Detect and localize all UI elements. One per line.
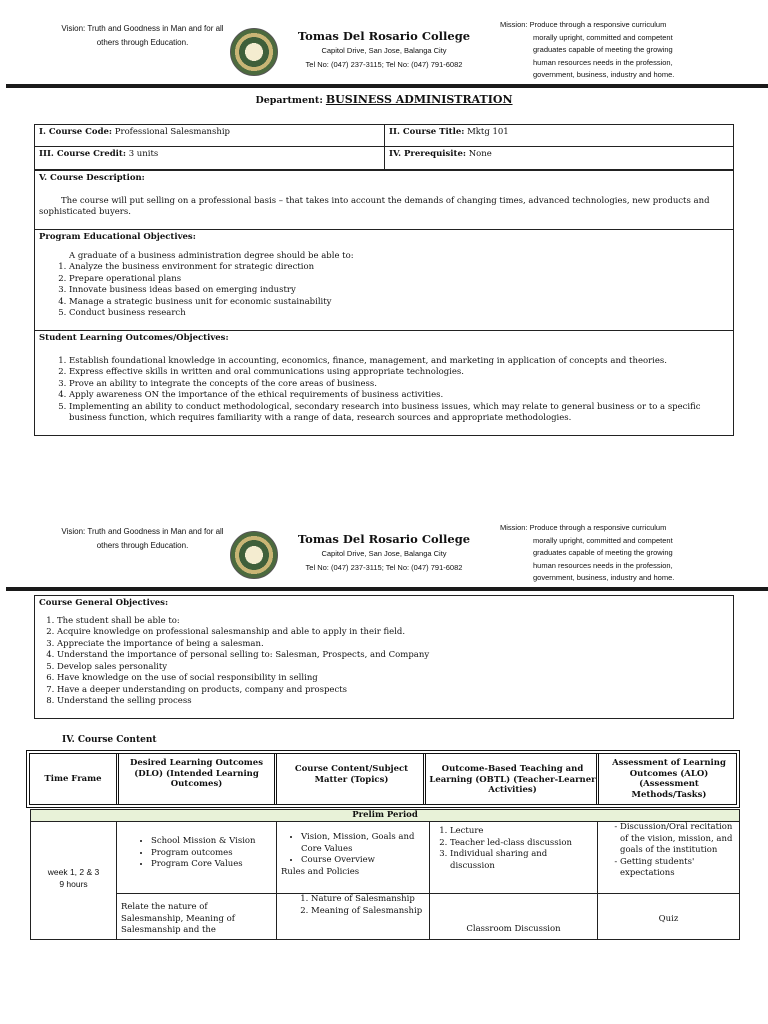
header-rule [6,587,768,591]
course-credit-cell: III. Course Credit: 3 units [35,147,385,169]
list-item: 6. Have knowledge on the use of social responsibility in selling [57,673,729,685]
list-item: 5. Develop sales personality [57,662,729,674]
dlo-cell [116,822,277,894]
obtl-cell: Classroom Discussion [429,893,598,940]
course-info-table [34,124,734,170]
time-frame-weeks: week 1, 2 & 3 [47,867,100,877]
college-name: Tomas Del Rosario College [297,532,471,546]
course-content-heading: IV. Course Content [62,735,157,745]
dlo-cell: Relate the nature of Salesmanship, Meaning of Salesmanship and the [116,893,277,940]
list-item: 3. Prove an ability to integrate the concepts of the core areas of business. [69,379,729,391]
course-title-cell: II. Course Title: Mktg 101 [385,125,733,147]
list-item: - Discussion/Oral recitation of the vision, mission, and goals of the institution [620,822,735,857]
college-address: Capitol Drive, San Jose, Balanga City Tel No: (047) 237-3115; Tel No: (047) 791-6082 [305,46,463,69]
list-item: • School Mission & Vision [151,836,272,848]
list-item: 2. Express effective skills in written and oral communications using appropriate technologies. [69,367,729,379]
vision-statement: Vision: Truth and Goodness in Man and for all others through Education. [61,527,224,550]
vision-statement: Vision: Truth and Goodness in Man and for all others through Education. [61,24,224,47]
header-alo: Assessment of Learning Outcomes (ALO) (Assessment Methods/Tasks) [612,758,726,800]
list-item: 8. Understand the selling process [57,696,729,708]
list-item: 1. Establish foundational knowledge in accounting, economics, finance, management, and marketing in application of concepts and theories. [69,356,729,368]
obtl-cell [429,822,598,894]
list-item: 2. Prepare operational plans [69,274,729,286]
alo-cell: Quiz [597,893,740,940]
list-item: 2. Meaning of Salesmanship [311,906,425,918]
header-rule [6,84,768,88]
list-item: • Program outcomes [151,848,272,860]
list-item: 4. Apply awareness ON the importance of the ethical requirements of business activities. [69,390,729,402]
list-item: 3. Individual sharing and discussion [450,849,593,872]
course-description: V. Course Description: The course will put selling on a professional basis – that takes into account the demands of changing times, advanced technologies, new products and sophisticated buyers. [34,170,734,230]
topics-cell: • Vision, Mission, Goals and Core Values • Course Overview Rules and Policies [276,822,430,894]
list-item: 2. Acquire knowledge on professional salesmanship and able to apply in their field. [57,627,729,639]
list-item: 2. Teacher led-class discussion [450,838,593,850]
header-dlo: Desired Learning Outcomes (DLO) (Intended Learning Outcomes) [119,754,277,804]
list-item: 1. Analyze the business environment for strategic direction [69,262,729,274]
program-educational-objectives: Program Educational Objectives: A graduate of a business administration degree should be able to: 1. Analyze the business environment for strategic direction 2. Prepare operational plans 3. Innovate business ideas based on emerging industry 4. Manage a strategic business unit for economic sustainability 5. Conduct business research [34,229,734,331]
prelim-period-row: Prelim Period [30,809,740,822]
list-item: 1. The student shall be able to: [57,616,729,628]
content-table-header [26,750,740,808]
mission-statement: Mission: Produce through a responsive curriculum morally upright, committed and competent graduates capable of meeting the growing human resources needs in the profession, government, business, industry and home. [500,20,675,79]
mission-statement: Mission: Produce through a responsive curriculum morally upright, committed and competent graduates capable of meeting the growing human resources needs in the profession, government, business, industry and home. [500,523,675,582]
list-item: • Vision, Mission, Goals and Core Values [301,832,425,855]
list-item: 1. Lecture [450,826,593,838]
list-item: 3. Innovate business ideas based on emerging industry [69,285,729,297]
course-code-cell: I. Course Code: Professional Salesmanship [35,125,385,147]
department-line: Department: BUSINESS ADMINISTRATION [255,93,513,106]
header-topics: Course Content/Subject Matter (Topics) [280,754,426,804]
peo-list [39,262,729,320]
list-item: 7. Have a deeper understanding on products, company and prospects [57,685,729,697]
list-item: • Program Core Values [151,859,272,871]
cgo-list [39,616,729,708]
list-item: 5. Implementing an ability to conduct methodological, secondary research into business issues, which may relate to general business or to a specific business function, which requires familiarity with a range of data, research sources and appropriate methodologies. [69,402,729,425]
list-item: 1. Nature of Salesmanship [311,894,425,906]
list-item: 4. Manage a strategic business unit for economic sustainability [69,297,729,309]
slo-list [39,356,729,425]
list-item: 3. Appreciate the importance of being a salesman. [57,639,729,651]
topics-cell [276,893,430,940]
college-address: Capitol Drive, San Jose, Balanga City Tel No: (047) 237-3115; Tel No: (047) 791-6082 [305,549,463,572]
time-frame-hours: 9 hours [59,879,88,889]
list-item: 4. Understand the importance of personal selling to: Salesman, Prospects, and Company [57,650,729,662]
college-name: Tomas Del Rosario College [297,29,471,43]
prerequisite-cell: IV. Prerequisite: None [389,149,492,159]
time-frame-cell [30,822,117,940]
list-item: • Course Overview [301,855,425,867]
header-time-frame: Time Frame [30,754,119,804]
list-item: 5. Conduct business research [69,308,729,320]
course-general-objectives: Course General Objectives: 1. The student shall be able to: 2. Acquire knowledge on professional salesmanship and able to apply in their field. 3. Appreciate the importance of being a salesman. 4. Understand the importance of personal selling to: Salesman, Prospects, and Company 5. Develop sales personality 6. Have knowledge on the use of social responsibility in selling 7. Have a deeper understanding on products, company and prospects 8. Understand the selling process [34,595,734,719]
list-item: - Getting students' expectations [620,857,735,880]
student-learning-outcomes: Student Learning Outcomes/Objectives: 1. Establish foundational knowledge in accounting, economics, finance, management, and marketing in application of concepts and theories. 2. Express effective skills in written and oral communications using appropriate technologies. 3. Prove an ability to integrate the concepts of the core areas of business. 4. Apply awareness ON the importance of the ethical requirements of business activities. 5. Implementing an ability to conduct methodological, secondary research into business issues, which may relate to general business or to a specific business function, which requires familiarity with a range of data, research sources and appropriate methodologies. [34,330,734,436]
header-obtl: Outcome-Based Teaching and Learning (OBTL) (Teacher-Learner Activities) [429,754,599,804]
alo-cell [597,822,740,894]
